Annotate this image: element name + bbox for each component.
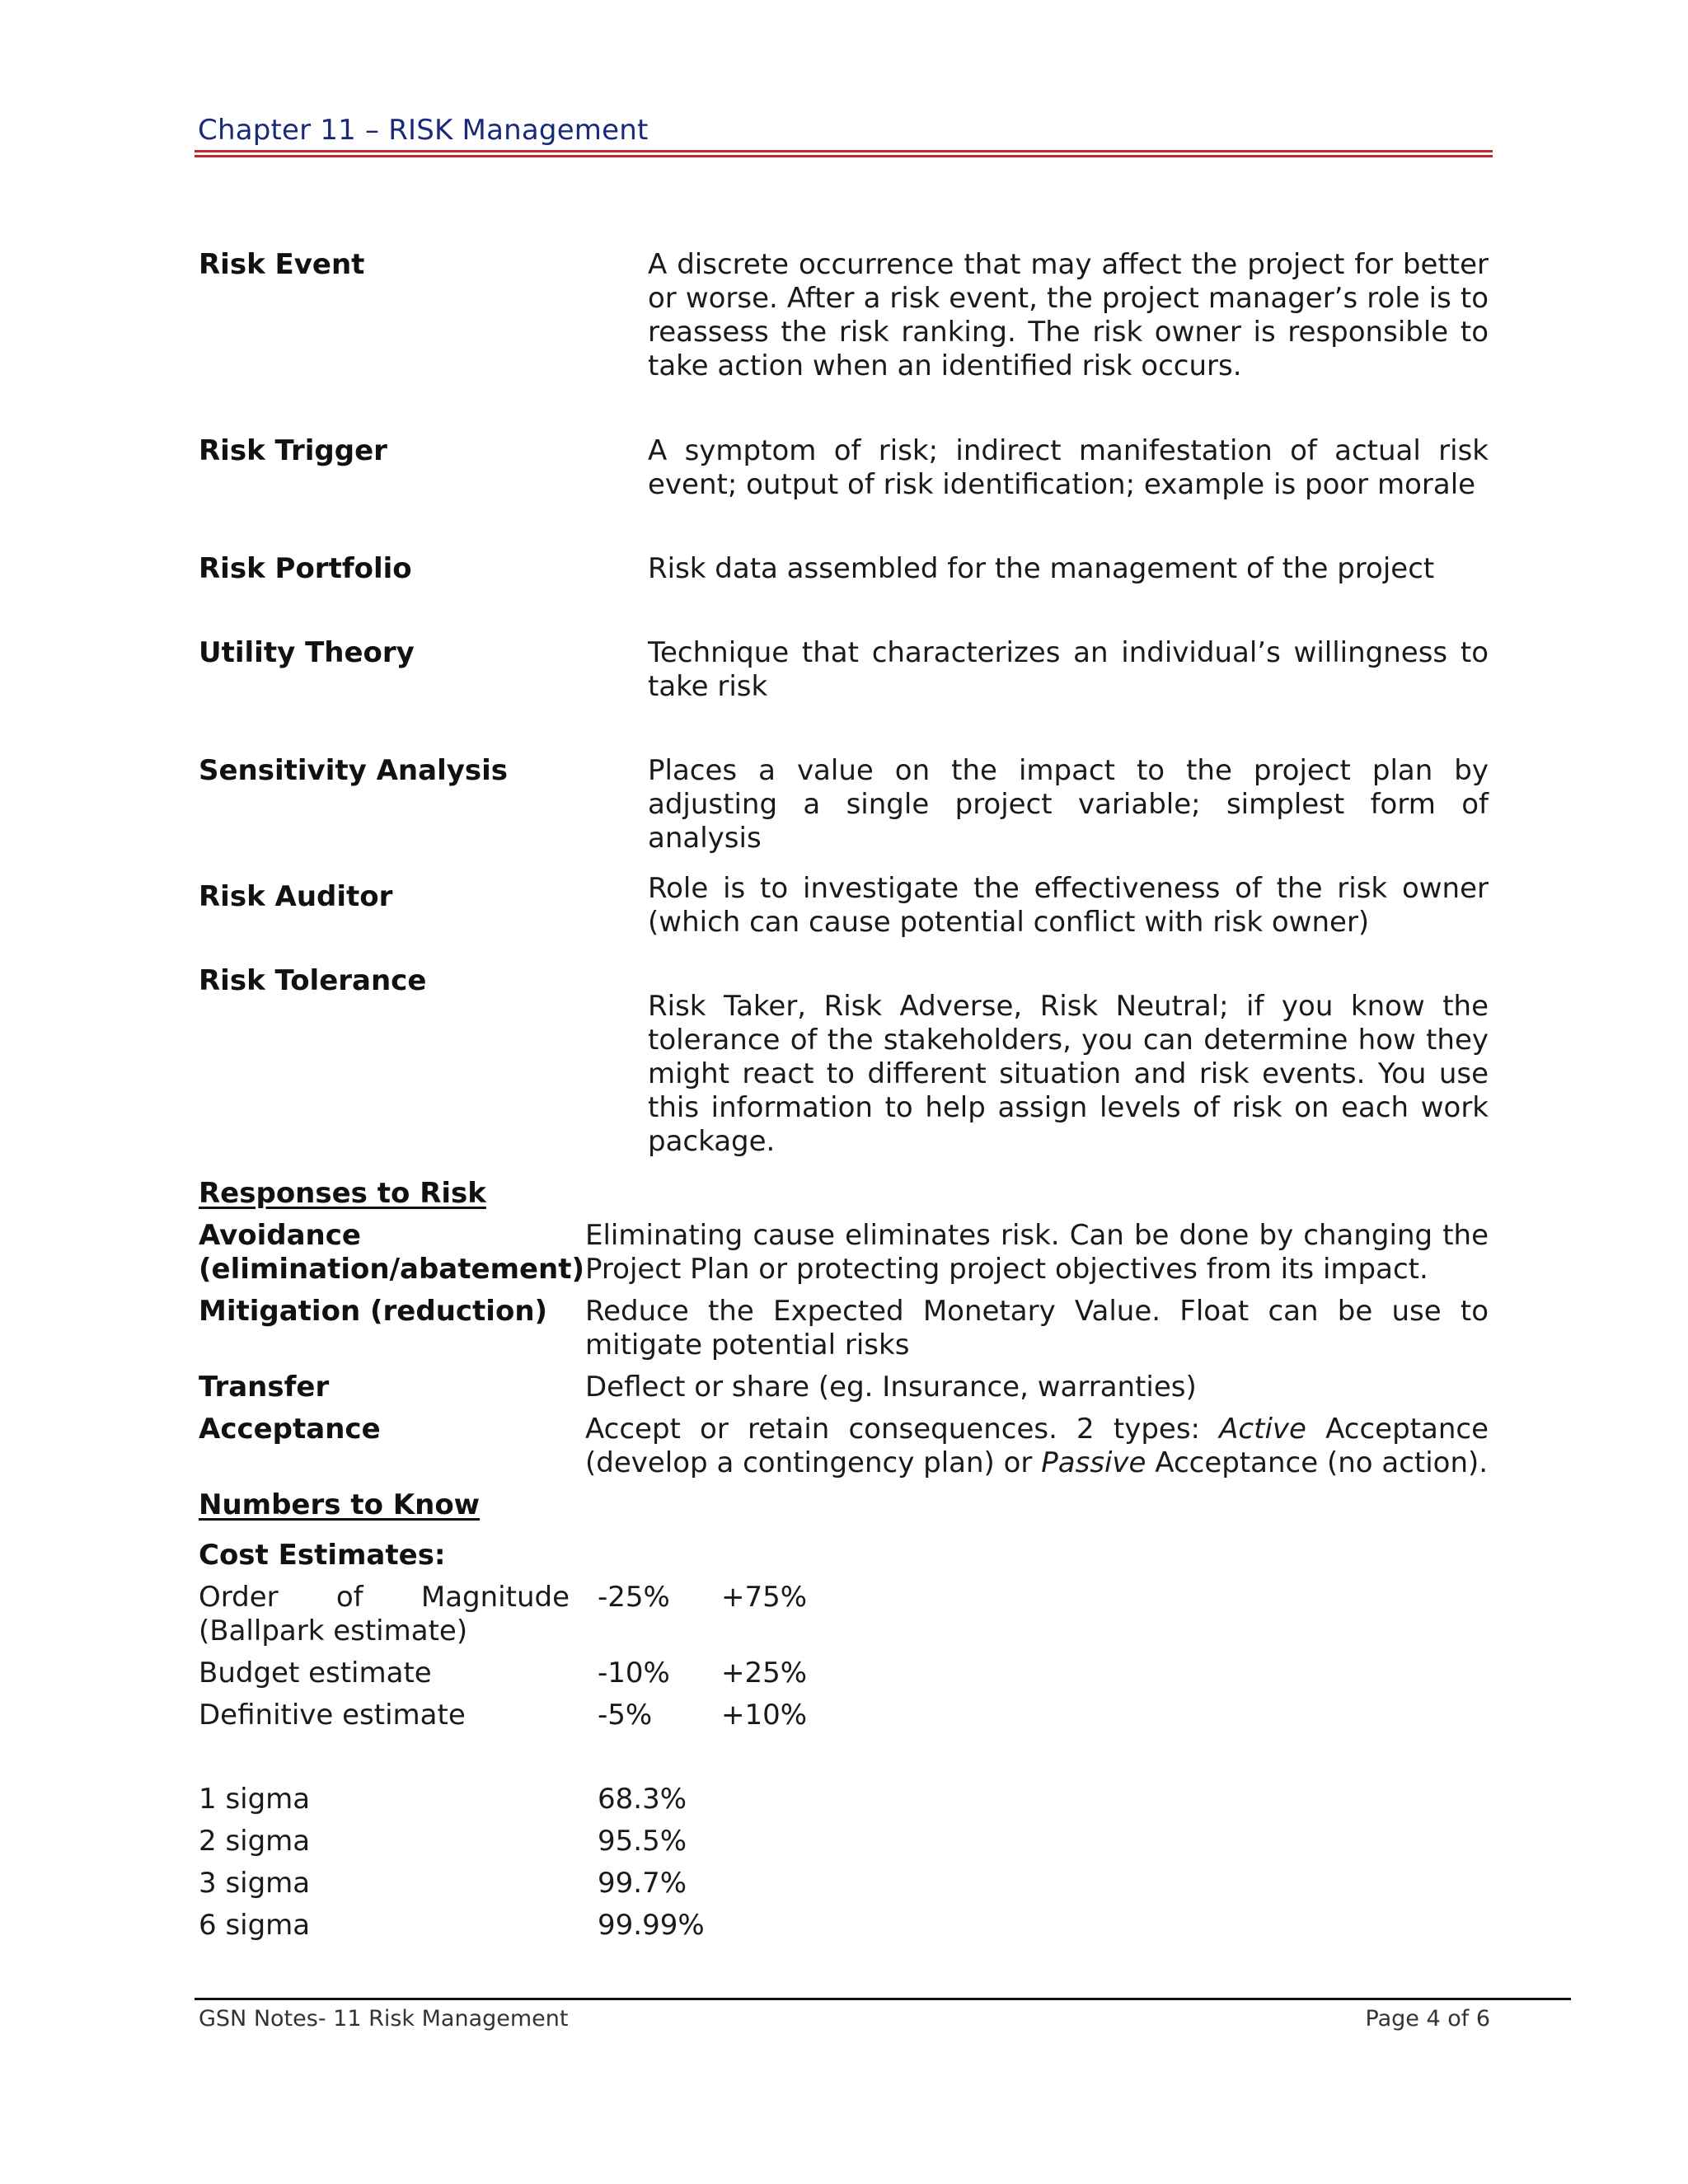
term-utility-theory: Utility Theory bbox=[199, 636, 415, 669]
acceptance-text-3: Acceptance (no action). bbox=[1146, 1446, 1489, 1479]
definition-utility-theory: Technique that characterizes an individual’s willingness to take risk bbox=[648, 636, 1489, 703]
response-term-avoidance-line1: Avoidance bbox=[199, 1219, 361, 1252]
definition-risk-portfolio: Risk data assembled for the management of the project bbox=[648, 552, 1435, 585]
response-definition-acceptance bbox=[585, 1413, 1489, 1480]
term-risk-portfolio: Risk Portfolio bbox=[199, 552, 412, 585]
section-heading-numbers: Numbers to Know bbox=[199, 1488, 481, 1521]
sigma-value-1: 68.3% bbox=[598, 1783, 687, 1816]
acceptance-text-2: Acceptance (develop a contingency plan) or bbox=[585, 1413, 1489, 1479]
sigma-value-6: 99.99% bbox=[598, 1909, 705, 1942]
response-definition-mitigation: Reduce the Expected Monetary Value. Float can be use to mitigate potential risks bbox=[585, 1295, 1489, 1361]
response-definition-avoidance: Eliminating cause eliminates risk. Can be done by changing the Project Plan or protecting project objectives from its impact. bbox=[585, 1219, 1489, 1286]
estimate-label-budget: Budget estimate bbox=[199, 1657, 432, 1690]
footer-document-name: GSN Notes- 11 Risk Management bbox=[199, 2006, 569, 2032]
estimate-label-order-of-magnitude: Order of Magnitude (Ballpark estimate) bbox=[199, 1581, 570, 1647]
header-divider-top bbox=[195, 150, 1493, 152]
footer-page-number: Page 4 of 6 bbox=[1365, 2006, 1490, 2032]
estimate-high-budget: +25% bbox=[721, 1657, 808, 1690]
estimate-high-definitive: +10% bbox=[721, 1699, 808, 1732]
term-risk-tolerance: Risk Tolerance bbox=[199, 964, 427, 997]
term-sensitivity-analysis: Sensitivity Analysis bbox=[199, 754, 509, 787]
sigma-value-2: 95.5% bbox=[598, 1825, 687, 1858]
definition-risk-auditor: Role is to investigate the effectiveness of the risk owner (which can cause potential conflict with risk owner) bbox=[648, 872, 1489, 939]
acceptance-passive-italic: Passive bbox=[1041, 1446, 1146, 1479]
term-risk-trigger: Risk Trigger bbox=[199, 434, 387, 467]
definition-risk-trigger: A symptom of risk; indirect manifestation of actual risk event; output of risk identification; example is poor morale bbox=[648, 434, 1489, 501]
response-definition-transfer: Deflect or share (eg. Insurance, warranties) bbox=[585, 1371, 1197, 1404]
response-term-avoidance bbox=[199, 1219, 585, 1286]
footer-divider bbox=[195, 1998, 1571, 2000]
sigma-value-3: 99.7% bbox=[598, 1867, 687, 1900]
estimate-label-definitive: Definitive estimate bbox=[199, 1699, 466, 1732]
definition-risk-event: A discrete occurrence that may affect the project for better or worse. After a risk event, the project manager’s role is to reassess the risk ranking. The risk owner is responsible to take action when an identified risk occurs. bbox=[648, 248, 1489, 382]
estimate-low-order-of-magnitude: -25% bbox=[598, 1581, 670, 1614]
term-risk-auditor: Risk Auditor bbox=[199, 880, 393, 913]
estimate-high-order-of-magnitude: +75% bbox=[721, 1581, 808, 1614]
section-heading-responses: Responses to Risk bbox=[199, 1177, 486, 1210]
term-risk-event: Risk Event bbox=[199, 248, 365, 281]
cost-estimates-heading: Cost Estimates: bbox=[199, 1539, 446, 1572]
sigma-label-6: 6 sigma bbox=[199, 1909, 311, 1942]
sigma-label-3: 3 sigma bbox=[199, 1867, 311, 1900]
estimate-low-definitive: -5% bbox=[598, 1699, 653, 1732]
definition-risk-tolerance: Risk Taker, Risk Adverse, Risk Neutral; if you know the tolerance of the stakeholders, you can determine how they might react to different situation and risk events. You use this information to help assign levels of risk on each work package. bbox=[648, 990, 1489, 1158]
response-term-mitigation: Mitigation (reduction) bbox=[199, 1295, 548, 1328]
sigma-label-2: 2 sigma bbox=[199, 1825, 311, 1858]
estimate-low-budget: -10% bbox=[598, 1657, 670, 1690]
response-term-avoidance-line2: (elimination/abatement) bbox=[199, 1253, 585, 1286]
header-divider-bottom bbox=[195, 155, 1493, 157]
definition-sensitivity-analysis: Places a value on the impact to the project plan by adjusting a single project variable; simplest form of analysis bbox=[648, 754, 1489, 855]
acceptance-active-italic: Active bbox=[1219, 1413, 1306, 1446]
acceptance-text-1: Accept or retain consequences. 2 types: bbox=[585, 1413, 1220, 1446]
response-term-acceptance: Acceptance bbox=[199, 1413, 381, 1446]
page-header-title: Chapter 11 – RISK Management bbox=[198, 114, 649, 147]
response-term-transfer: Transfer bbox=[199, 1371, 330, 1404]
sigma-label-1: 1 sigma bbox=[199, 1783, 311, 1816]
